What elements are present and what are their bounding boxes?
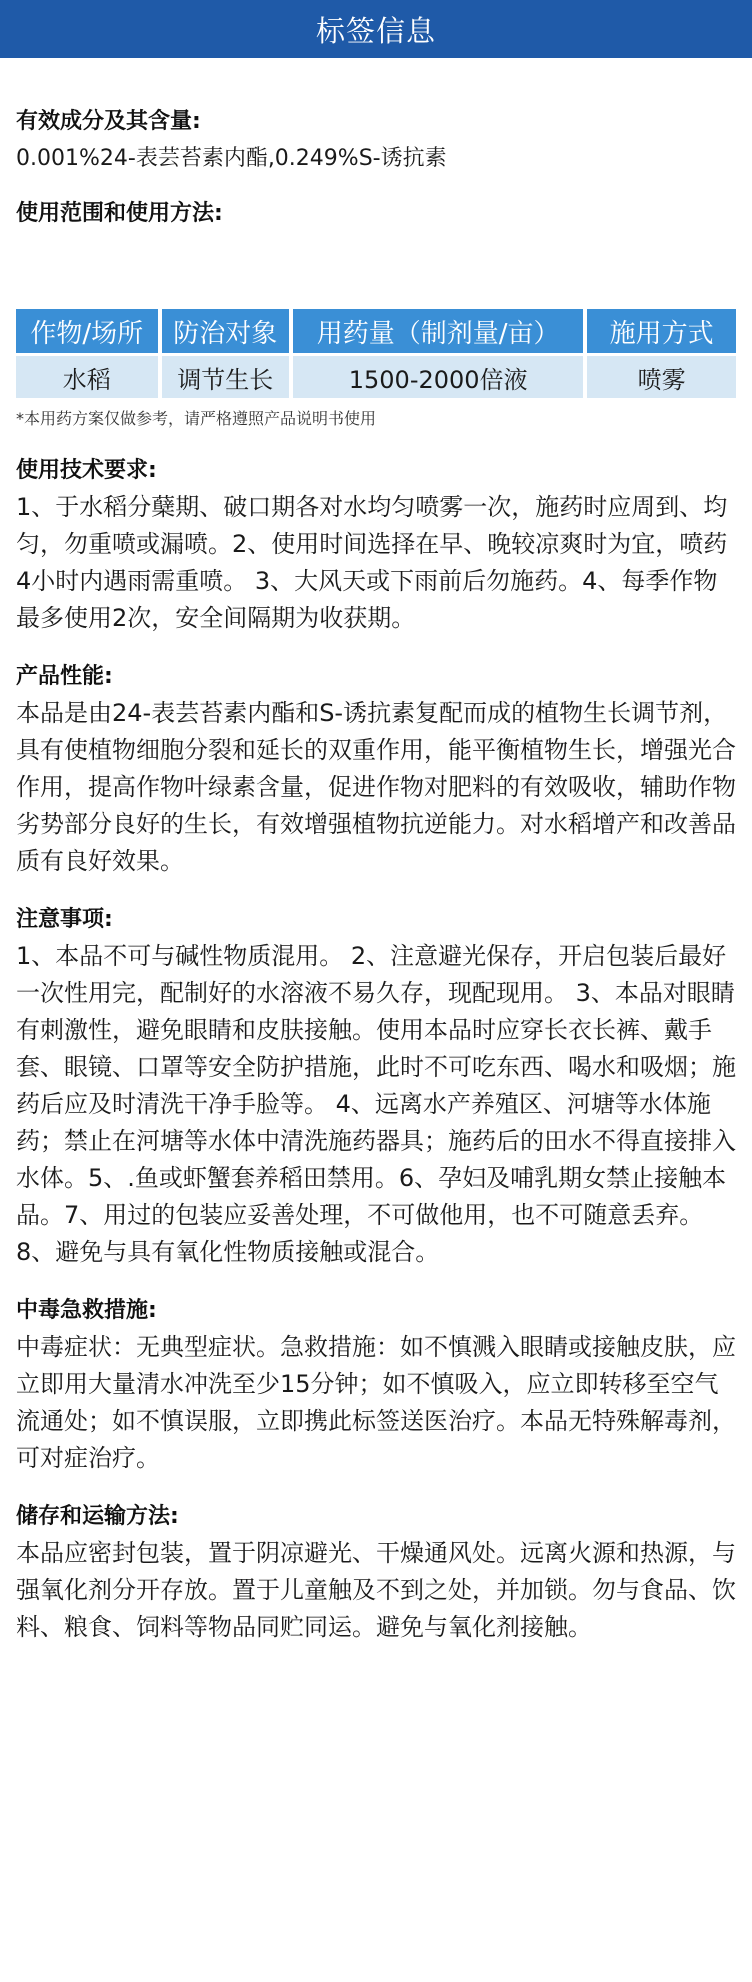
section-title: 使用范围和使用方法: [16,201,223,226]
section-title: 有效成分及其含量: [16,109,201,134]
section-text: 1、于水稻分蘖期、破口期各对水均匀喷雾一次，施药时应周到、均匀，勿重喷或漏喷。2、使用时间选择在早、晚较凉爽时为宜，喷药4小时内遇雨需重喷。 3、大风天或下雨前后勿施药。4、每季作物最多使用2次，安全间隔期为收获期。 [16,493,728,632]
table-header-row [16,309,736,353]
section-title: 储存和运输方法: [16,1504,179,1529]
content [0,106,752,1646]
section-text: 本品应密封包装，置于阴凉避光、干燥通风处。远离火源和热源，与强氧化剂分开存放。置于儿童触及不到之处，并加锁。勿与食品、饮料、粮食、饲料等物品同贮同运。避免与氧化剂接触。 [16,1539,736,1641]
dosage-table-wrapper [16,306,736,401]
section-title: 注意事项: [16,907,113,932]
section-text: 本品是由24-表芸苔素内酯和S-诱抗素复配而成的植物生长调节剂，具有使植物细胞分裂和延长的双重作用，能平衡植物生长，增强光合作用，提高作物叶绿素含量，促进作物对肥料的有效吸收，辅助作物劣势部分良好的生长，有效增强植物抗逆能力。对水稻增产和改善品质有良好效果。 [16,699,736,875]
usage-note: *本用药方案仅做参考，请严格遵照产品说明书使用 [16,409,377,428]
section-title: 使用技术要求: [16,458,157,483]
section-technical [16,455,736,637]
cell-crop: 水稻 [16,356,158,398]
section-storage [16,1501,736,1646]
section-precautions [16,904,736,1271]
column-header-target: 防治对象 [162,309,289,353]
dosage-table [12,306,740,401]
section-first-aid [16,1295,736,1477]
table-row [16,356,736,398]
column-header-dosage: 用药量（制剂量/亩） [293,309,583,353]
section-title: 中毒急救措施: [16,1298,157,1323]
section-usage [16,198,736,431]
cell-dosage: 1500-2000倍液 [293,356,583,398]
page-header [0,0,752,58]
column-header-method: 施用方式 [587,309,736,353]
section-title: 产品性能: [16,664,113,689]
page-title: 标签信息 [315,13,436,48]
section-performance [16,661,736,880]
section-text: 中毒症状：无典型症状。急救措施：如不慎溅入眼睛或接触皮肤，应立即用大量清水冲洗至少15分钟；如不慎吸入，应立即转移至空气流通处；如不慎误服，立即携此标签送医治疗。本品无特殊解毒剂，可对症治疗。 [16,1333,736,1472]
column-header-crop: 作物/场所 [16,309,158,353]
section-ingredients [16,106,736,176]
cell-target: 调节生长 [162,356,289,398]
cell-method: 喷雾 [587,356,736,398]
section-text: 0.001%24-表芸苔素内酯,0.249%S-诱抗素 [16,146,447,171]
section-text: 1、本品不可与碱性物质混用。 2、注意避光保存，开启包装后最好一次性用完，配制好的水溶液不易久存，现配现用。 3、本品对眼睛有刺激性，避免眼睛和皮肤接触。使用本品时应穿长衣长裤、戴手套、眼镜、口罩等安全防护措施，此时不可吃东西、喝水和吸烟；施药后应及时清洗干净手脸等。 4、远离水产养殖区、河塘等水体施药；禁止在河塘等水体中清洗施药器具；施药后的田水不得直接排入水体。5、.鱼或虾蟹套养稻田禁用。6、孕妇及哺乳期女禁止接触本品。7、用过的包装应妥善处理，不可做他用，也不可随意丢弃。8、避免与具有氧化性物质接触或混合。 [16,942,736,1266]
